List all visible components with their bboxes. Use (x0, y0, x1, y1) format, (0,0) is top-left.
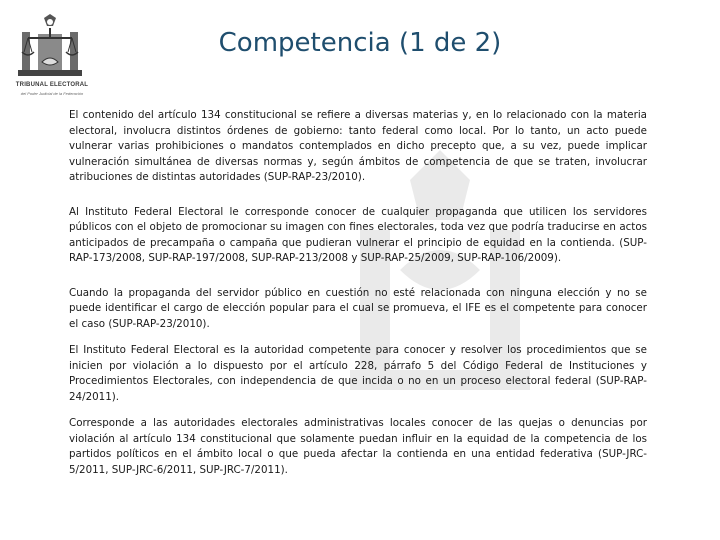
content-body (69, 108, 647, 489)
paragraph: Al Instituto Federal Electoral le corresponde conocer de cualquier propaganda que utilicen los servidores públicos con el objeto de promocionar su imagen con fines electorales, toda vez que podría traducirse en actos anticipados de precampaña o campaña que pudieran vulnerar el principio de equidad en la contienda. (SUP-RAP-173/2008, SUP-RAP-197/2008, SUP-RAP-213/2008 y SUP-RAP-25/2009, SUP-RAP-106/2009). (69, 205, 647, 264)
paragraph: El Instituto Federal Electoral es la autoridad competente para conocer y resolver los procedimientos que se inicien por violación a lo dispuesto por el artículo 228, párrafo 5 del Código Federal de Instituciones y Procedimientos Electorales, con independencia de que incida o no en un proceso electoral federal (SUP-RAP-24/2011). (69, 344, 647, 403)
paragraph: El contenido del artículo 134 constitucional se refiere a diversas materias y, en lo relacionado con la materia electoral, involucra distintos órdenes de gobierno: tanto federal como local. Por lo tanto, un acto puede vulnerar varias prohibiciones o mandatos contemplados en dicho precepto que, a su vez, puede implicar vulneración simultánea de diversas normas y, según ámbitos de competencia de que se traten, involucrar atribuciones de distintas autoridades (SUP-RAP-23/2010). (69, 109, 647, 183)
paragraph: Cuando la propaganda del servidor público en cuestión no esté relacionada con ninguna elección y no se puede identificar el cargo de elección popular para el cual se promueva, el IFE es el competente para conocer el caso (SUP-RAP-23/2010). (69, 286, 647, 330)
page-title: Competencia (1 de 2) (218, 28, 502, 58)
paragraph: Corresponde a las autoridades electorales administrativas locales conocer de las quejas o denuncias por violación al artículo 134 constitucional que solamente puedan influir en la equidad de la competencia de los partidos políticos en el ámbito local o que pueda afectar la contienda en una entidad federativa (SUP-JRC-5/2011, SUP-JRC-6/2011, SUP-JRC-7/2011). (69, 417, 647, 476)
logo-title: TRIBUNAL ELECTORAL (15, 82, 89, 88)
logo-subtitle: del Poder Judicial de la Federación (20, 91, 84, 96)
